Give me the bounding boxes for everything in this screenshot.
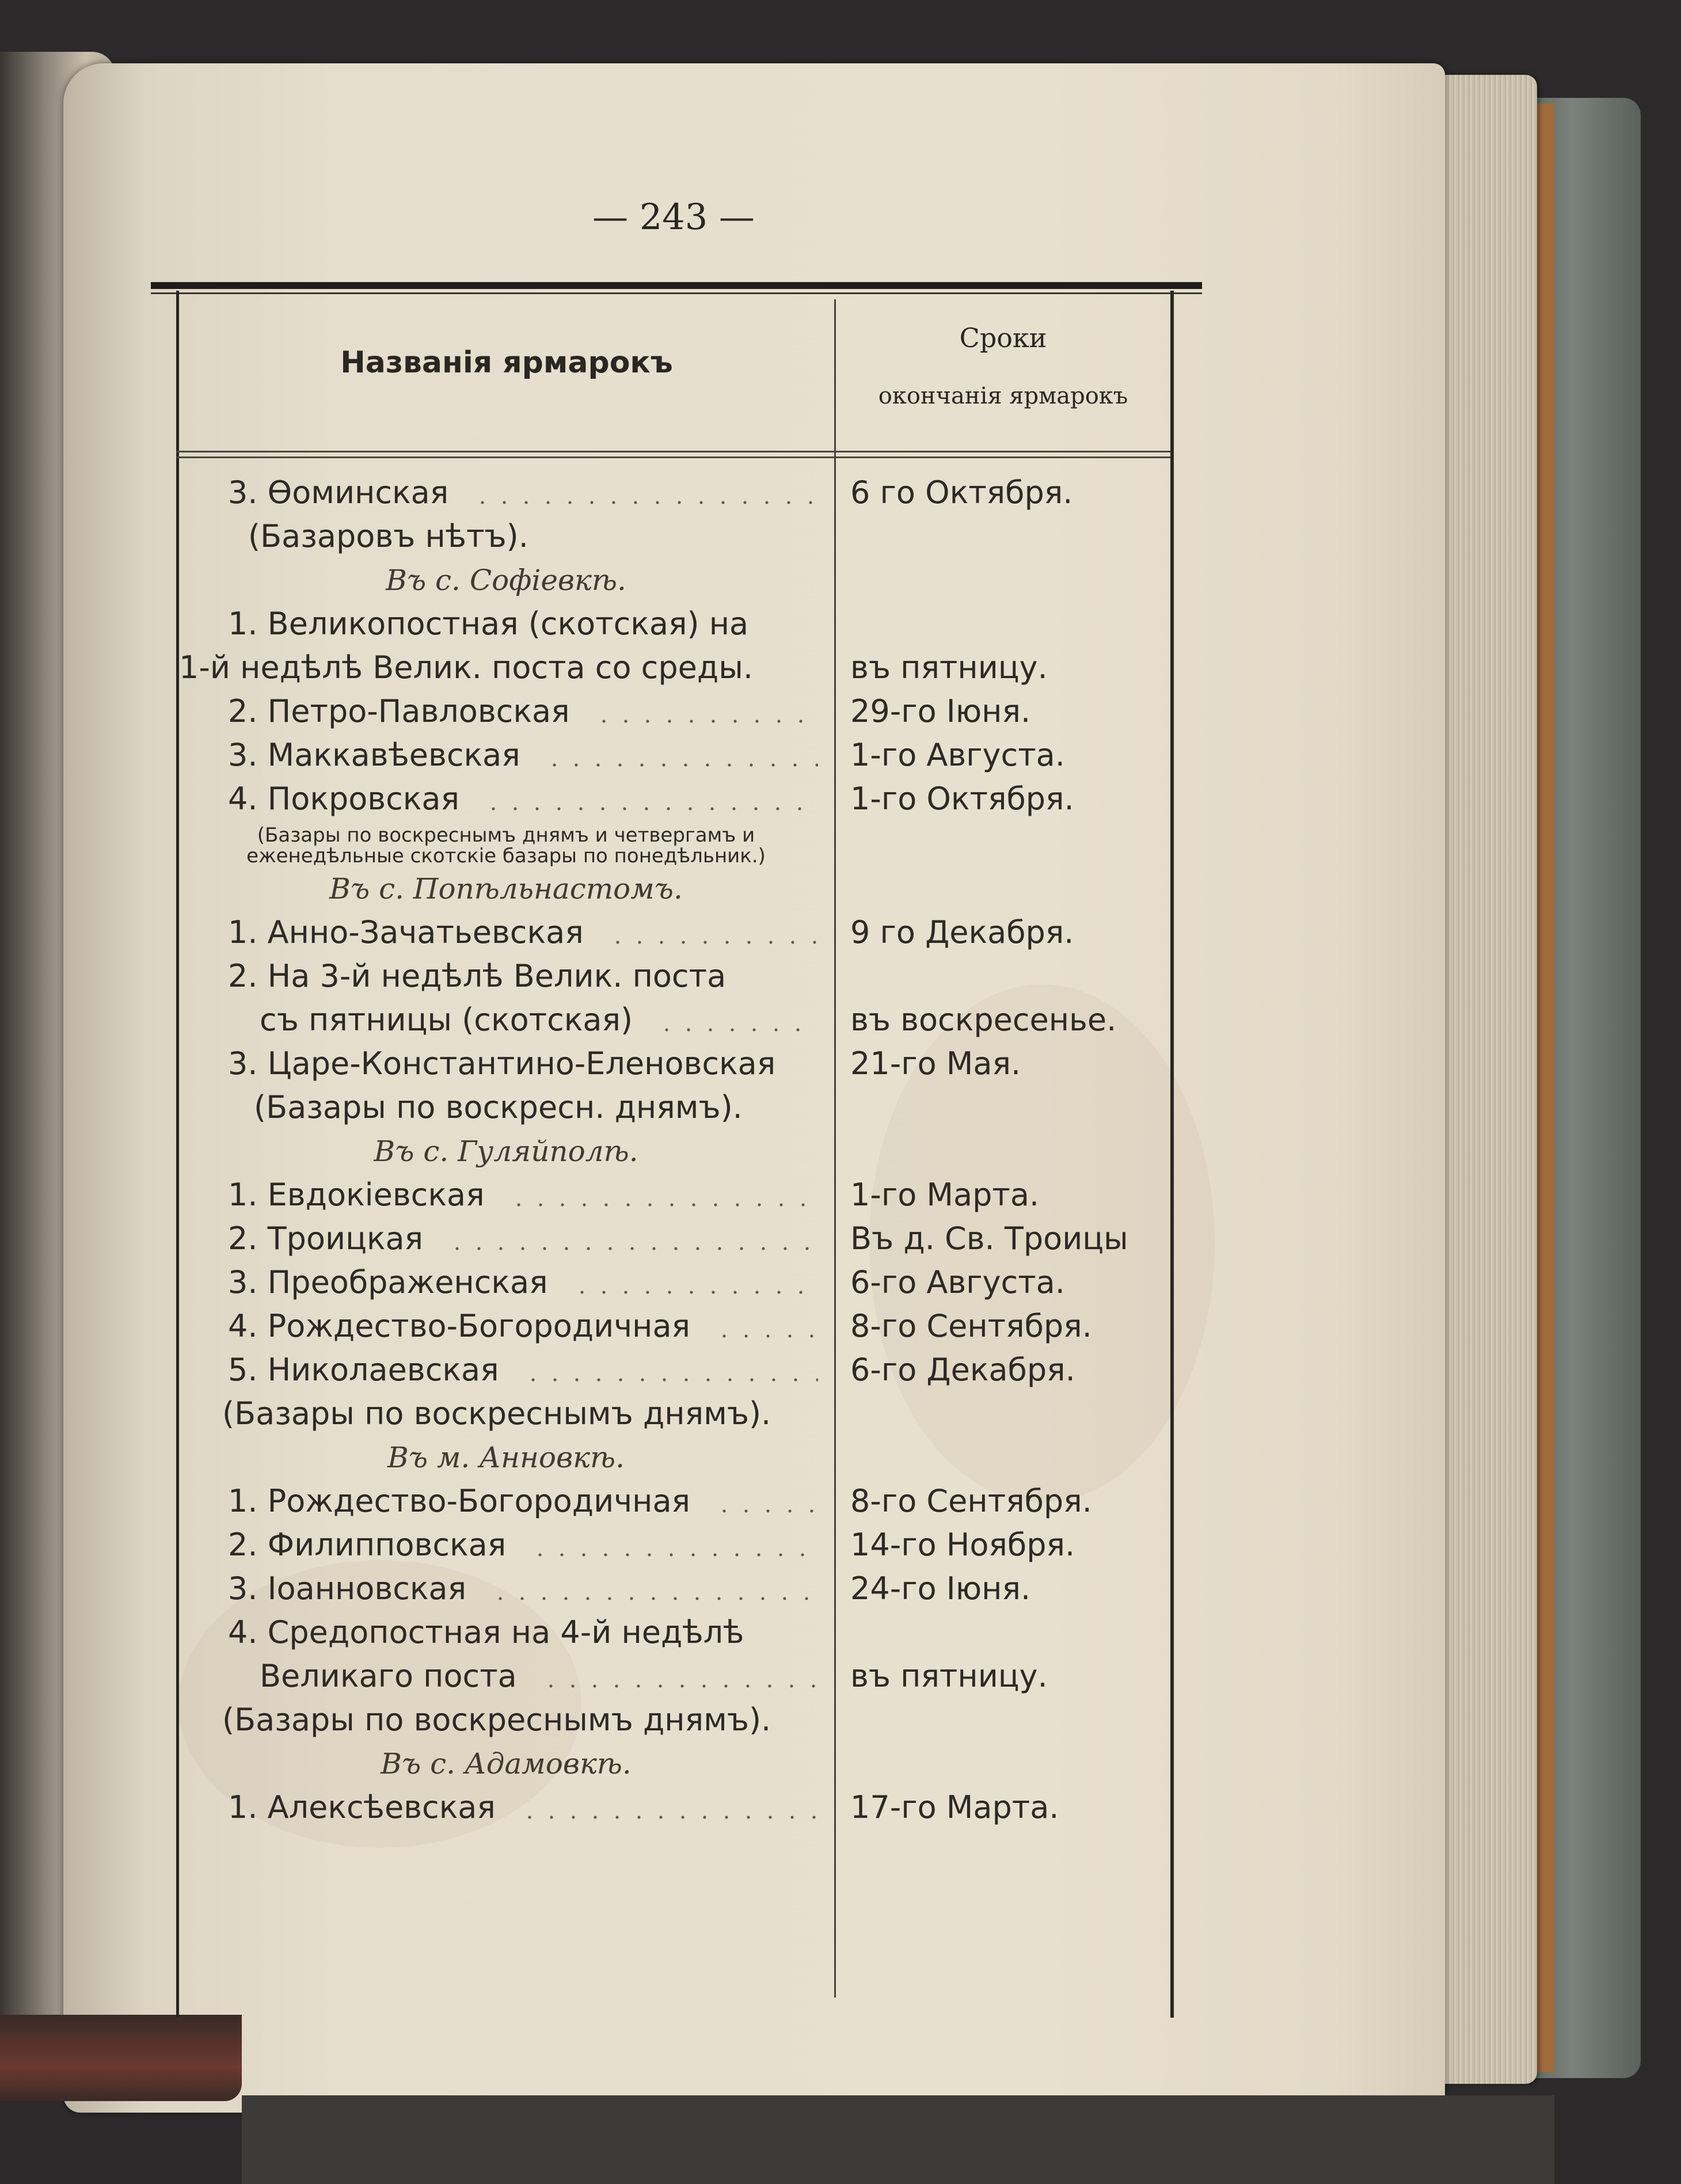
- dot-leader: [446, 1247, 818, 1250]
- fair-row: [179, 691, 1192, 732]
- fair-name: Великаго поста: [260, 1658, 517, 1694]
- dot-leader: [508, 1203, 818, 1207]
- fair-row: [179, 1699, 1192, 1741]
- fair-row: [179, 1656, 1192, 1697]
- fair-row: [179, 1524, 1192, 1566]
- dot-leader: [713, 1334, 818, 1338]
- fair-end-date: 6-го Августа.: [850, 1264, 1065, 1300]
- dot-leader: [482, 807, 818, 811]
- town-heading: [179, 1437, 1192, 1478]
- town-heading-text: Въ м. Анновкѣ.: [387, 1441, 625, 1474]
- fair-name: 3. Іоанновская: [228, 1570, 467, 1607]
- dot-leader: [471, 501, 818, 504]
- dot-leader: [519, 1816, 818, 1819]
- fair-name: 2. На 3-й недѣлѣ Велик. поста: [228, 958, 727, 994]
- fair-name: (Базары по воскреснымъ днямъ).: [222, 1395, 771, 1432]
- fair-row: [179, 1349, 1192, 1391]
- dot-leader: [656, 1028, 818, 1032]
- fair-row: [179, 1262, 1192, 1303]
- fair-end-date: 24-го Іюня.: [850, 1570, 1031, 1607]
- fair-name: съ пятницы (скотская): [260, 1002, 633, 1038]
- fair-name: 1. Великопостная (скотская) на: [228, 606, 749, 642]
- dot-leader: [607, 941, 818, 944]
- fair-row: [179, 1043, 1192, 1085]
- fair-row: [179, 603, 1192, 645]
- dot-leader: [529, 1553, 818, 1557]
- fair-row: [179, 778, 1192, 820]
- fair-end-date: 17-го Марта.: [850, 1789, 1059, 1825]
- table-top-rule: [151, 282, 1202, 289]
- fair-name: 4. Рождество-Богородичная: [228, 1308, 691, 1344]
- column-header-dates-line1: Сроки: [959, 322, 1047, 353]
- fair-name: 1-й недѣлѣ Велик. поста со среды.: [179, 649, 753, 686]
- fair-name: 1. Алексѣевская: [228, 1789, 496, 1825]
- dot-leader: [489, 1597, 818, 1600]
- binding-corner: [0, 2015, 242, 2101]
- fair-row: [179, 735, 1192, 776]
- fair-name: 3. Ѳоминская: [228, 474, 449, 511]
- header-rule: [176, 456, 1170, 458]
- dot-leader: [713, 1509, 818, 1513]
- dot-leader: [543, 763, 818, 767]
- fair-end-date: 21-го Мая.: [850, 1045, 1021, 1082]
- fair-name: 1. Анно-Зачатьевская: [228, 914, 584, 950]
- fair-name: 3. Маккавѣевская: [228, 737, 520, 773]
- fair-row: [179, 1612, 1192, 1653]
- town-heading: [179, 560, 1192, 601]
- fair-end-date: 29-го Іюня.: [850, 693, 1031, 729]
- fair-row: [179, 1174, 1192, 1216]
- bazaar-note-line: (Базары по воскреснымъ днямъ и четвергамъ и: [257, 824, 755, 847]
- column-header-names: Названія ярмарокъ: [340, 345, 673, 380]
- fair-end-date: 1-го Марта.: [850, 1177, 1040, 1213]
- table-top-rule-thin: [151, 292, 1202, 294]
- dot-leader: [571, 1291, 818, 1294]
- fair-end-date: въ пятницу.: [850, 649, 1048, 686]
- fair-row: [179, 1393, 1192, 1435]
- dot-leader: [540, 1684, 818, 1688]
- fair-end-date: въ пятницу.: [850, 1658, 1048, 1694]
- page-number: — 243 —: [592, 196, 755, 238]
- fair-name: 2. Филипповская: [228, 1527, 507, 1563]
- fair-row: [179, 956, 1192, 997]
- fair-end-date: 1-го Октября.: [850, 781, 1074, 817]
- fair-name: 3. Царе-Константино-Еленовская: [228, 1045, 776, 1082]
- fair-end-date: 1-го Августа.: [850, 737, 1065, 773]
- town-heading-text: Въ с. Гуляйполѣ.: [374, 1135, 638, 1168]
- fair-name: (Базаровъ нѣтъ).: [248, 518, 528, 554]
- fair-end-date: 8-го Сентября.: [850, 1308, 1092, 1344]
- table-surface: [242, 2095, 1554, 2184]
- fair-name: 2. Троицкая: [228, 1220, 424, 1257]
- fair-name: 4. Покровская: [228, 781, 459, 817]
- fair-row: [179, 516, 1192, 557]
- fair-end-date: въ воскресенье.: [850, 1002, 1117, 1038]
- fair-row: [179, 999, 1192, 1041]
- fair-end-date: 6-го Декабря.: [850, 1352, 1075, 1388]
- fair-name: 5. Николаевская: [228, 1352, 499, 1388]
- town-heading-text: Въ с. Попѣльнастомъ.: [329, 872, 683, 905]
- fair-row: [179, 1087, 1192, 1128]
- fair-end-date: Въ д. Св. Троицы: [850, 1220, 1128, 1257]
- bazaar-note-line: еженедѣльные скотскіе базары по понедѣльник.): [246, 844, 766, 867]
- fair-end-date: 6 го Октября.: [850, 474, 1073, 511]
- fair-end-date: 14-го Ноября.: [850, 1527, 1075, 1563]
- fair-name: (Базары по воскресн. днямъ).: [254, 1089, 743, 1125]
- fair-end-date: 9 го Декабря.: [850, 914, 1074, 950]
- fair-end-date: 8-го Сентября.: [850, 1483, 1092, 1519]
- header-rule: [176, 451, 1170, 452]
- fair-name: 4. Средопостная на 4-й недѣлѣ: [228, 1614, 744, 1650]
- fair-row: [179, 647, 1192, 688]
- fair-row: [179, 1787, 1192, 1828]
- fair-name: 3. Преображенская: [228, 1264, 548, 1300]
- fair-row: [179, 1306, 1192, 1347]
- fair-name: 1. Евдокіевская: [228, 1177, 485, 1213]
- bazaar-note: [179, 822, 1192, 866]
- fair-row: [179, 472, 1192, 513]
- town-heading: [179, 1743, 1192, 1785]
- town-heading: [179, 1131, 1192, 1172]
- fair-row: [179, 912, 1192, 953]
- column-header-dates-line2: окончанія ярмарокъ: [878, 383, 1128, 409]
- town-heading-text: Въ с. Адамовкѣ.: [381, 1747, 632, 1780]
- dot-leader: [593, 720, 818, 723]
- town-heading: [179, 868, 1192, 910]
- fair-name: 2. Петро-Павловская: [228, 693, 570, 729]
- fair-row: [179, 1568, 1192, 1610]
- town-heading-text: Въ с. Софіевкѣ.: [386, 564, 626, 597]
- dot-leader: [522, 1378, 818, 1382]
- fair-row: [179, 1218, 1192, 1260]
- fair-name: 1. Рождество-Богородичная: [228, 1483, 691, 1519]
- fair-name: (Базары по воскреснымъ днямъ).: [222, 1702, 771, 1738]
- fair-row: [179, 1481, 1192, 1522]
